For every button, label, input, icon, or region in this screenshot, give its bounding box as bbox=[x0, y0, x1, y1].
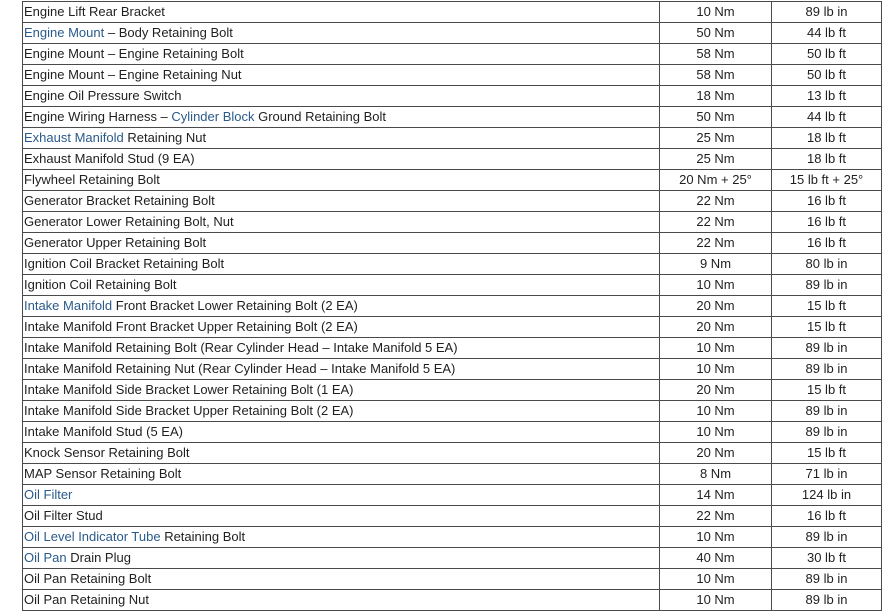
component-text: Ignition Coil Retaining Bolt bbox=[24, 277, 177, 292]
table-row bbox=[23, 44, 882, 65]
metric-torque-cell: 22 Nm bbox=[660, 506, 772, 527]
component-cell bbox=[23, 464, 660, 485]
metric-torque-cell: 10 Nm bbox=[660, 590, 772, 611]
component-text: Knock Sensor Retaining Bolt bbox=[24, 445, 190, 460]
imperial-torque-cell: 50 lb ft bbox=[772, 44, 882, 65]
component-cell bbox=[23, 443, 660, 464]
table-row bbox=[23, 380, 882, 401]
torque-specifications-table bbox=[22, 1, 882, 611]
metric-torque-cell: 9 Nm bbox=[660, 254, 772, 275]
metric-torque-cell: 20 Nm bbox=[660, 380, 772, 401]
component-cell bbox=[23, 128, 660, 149]
imperial-torque-cell: 18 lb ft bbox=[772, 149, 882, 170]
component-text: MAP Sensor Retaining Bolt bbox=[24, 466, 182, 481]
component-cell bbox=[23, 527, 660, 548]
metric-torque-cell: 10 Nm bbox=[660, 275, 772, 296]
imperial-torque-cell: 16 lb ft bbox=[772, 191, 882, 212]
component-text: Engine Oil Pressure Switch bbox=[24, 88, 182, 103]
metric-torque-cell: 50 Nm bbox=[660, 23, 772, 44]
component-link[interactable]: Cylinder Block bbox=[171, 109, 255, 124]
component-link[interactable]: Oil Filter bbox=[24, 487, 73, 502]
table-row bbox=[23, 212, 882, 233]
imperial-torque-cell: 89 lb in bbox=[772, 569, 882, 590]
component-text: Intake Manifold Retaining Bolt (Rear Cylinder Head – Intake Manifold 5 EA) bbox=[24, 340, 458, 355]
metric-torque-cell: 10 Nm bbox=[660, 359, 772, 380]
imperial-torque-cell: 44 lb ft bbox=[772, 107, 882, 128]
imperial-torque-cell: 16 lb ft bbox=[772, 212, 882, 233]
component-cell bbox=[23, 296, 660, 317]
table-row bbox=[23, 569, 882, 590]
metric-torque-cell: 25 Nm bbox=[660, 149, 772, 170]
table-row bbox=[23, 443, 882, 464]
imperial-torque-cell: 16 lb ft bbox=[772, 233, 882, 254]
table-row bbox=[23, 506, 882, 527]
table-row bbox=[23, 149, 882, 170]
imperial-torque-cell: 15 lb ft bbox=[772, 296, 882, 317]
torque-table-body bbox=[23, 2, 882, 611]
component-text: Generator Bracket Retaining Bolt bbox=[24, 193, 215, 208]
table-row bbox=[23, 590, 882, 611]
component-link[interactable]: Exhaust Manifold bbox=[24, 130, 124, 145]
component-text: Generator Upper Retaining Bolt bbox=[24, 235, 207, 250]
component-cell bbox=[23, 506, 660, 527]
component-text: Intake Manifold Retaining Nut (Rear Cylinder Head – Intake Manifold 5 EA) bbox=[24, 361, 456, 376]
component-text: Engine Lift Rear Bracket bbox=[24, 4, 165, 19]
component-cell bbox=[23, 401, 660, 422]
table-row bbox=[23, 317, 882, 338]
table-row bbox=[23, 338, 882, 359]
component-text: Retaining Bolt bbox=[160, 529, 246, 544]
component-text: Intake Manifold Side Bracket Upper Retaining Bolt (2 EA) bbox=[24, 403, 354, 418]
component-cell bbox=[23, 233, 660, 254]
imperial-torque-cell: 13 lb ft bbox=[772, 86, 882, 107]
component-text: Oil Filter Stud bbox=[24, 508, 103, 523]
component-link[interactable]: Oil Level Indicator Tube bbox=[24, 529, 161, 544]
component-text: Engine Mount – Engine Retaining Bolt bbox=[24, 46, 244, 61]
imperial-torque-cell: 89 lb in bbox=[772, 338, 882, 359]
metric-torque-cell: 58 Nm bbox=[660, 65, 772, 86]
table-row bbox=[23, 275, 882, 296]
component-text: Retaining Nut bbox=[123, 130, 207, 145]
component-cell bbox=[23, 338, 660, 359]
component-text: Flywheel Retaining Bolt bbox=[24, 172, 160, 187]
component-text: Front Bracket Lower Retaining Bolt (2 EA) bbox=[112, 298, 358, 313]
table-row bbox=[23, 527, 882, 548]
component-cell bbox=[23, 422, 660, 443]
imperial-torque-cell: 89 lb in bbox=[772, 590, 882, 611]
metric-torque-cell: 25 Nm bbox=[660, 128, 772, 149]
table-row bbox=[23, 422, 882, 443]
metric-torque-cell: 14 Nm bbox=[660, 485, 772, 506]
component-text: Generator Lower Retaining Bolt, Nut bbox=[24, 214, 234, 229]
metric-torque-cell: 10 Nm bbox=[660, 2, 772, 23]
table-row bbox=[23, 107, 882, 128]
table-row bbox=[23, 128, 882, 149]
component-text: Exhaust Manifold Stud (9 EA) bbox=[24, 151, 195, 166]
imperial-torque-cell: 15 lb ft bbox=[772, 380, 882, 401]
component-text: Oil Pan Retaining Bolt bbox=[24, 571, 152, 586]
metric-torque-cell: 10 Nm bbox=[660, 569, 772, 590]
metric-torque-cell: 22 Nm bbox=[660, 212, 772, 233]
component-cell bbox=[23, 23, 660, 44]
metric-torque-cell: 10 Nm bbox=[660, 401, 772, 422]
metric-torque-cell: 58 Nm bbox=[660, 44, 772, 65]
metric-torque-cell: 8 Nm bbox=[660, 464, 772, 485]
metric-torque-cell: 20 Nm bbox=[660, 296, 772, 317]
component-cell bbox=[23, 317, 660, 338]
table-row bbox=[23, 2, 882, 23]
component-cell bbox=[23, 44, 660, 65]
table-row bbox=[23, 170, 882, 191]
imperial-torque-cell: 89 lb in bbox=[772, 401, 882, 422]
component-cell bbox=[23, 548, 660, 569]
metric-torque-cell: 22 Nm bbox=[660, 191, 772, 212]
imperial-torque-cell: 89 lb in bbox=[772, 359, 882, 380]
component-cell bbox=[23, 212, 660, 233]
component-cell bbox=[23, 254, 660, 275]
component-cell bbox=[23, 86, 660, 107]
metric-torque-cell: 20 Nm bbox=[660, 443, 772, 464]
table-row bbox=[23, 65, 882, 86]
component-text: Intake Manifold Stud (5 EA) bbox=[24, 424, 183, 439]
component-cell bbox=[23, 485, 660, 506]
component-cell bbox=[23, 170, 660, 191]
table-row bbox=[23, 359, 882, 380]
imperial-torque-cell: 89 lb in bbox=[772, 422, 882, 443]
metric-torque-cell: 40 Nm bbox=[660, 548, 772, 569]
component-cell bbox=[23, 359, 660, 380]
imperial-torque-cell: 50 lb ft bbox=[772, 65, 882, 86]
component-cell bbox=[23, 107, 660, 128]
component-link[interactable]: Oil Pan bbox=[24, 550, 67, 565]
table-row bbox=[23, 254, 882, 275]
imperial-torque-cell: 30 lb ft bbox=[772, 548, 882, 569]
imperial-torque-cell: 124 lb in bbox=[772, 485, 882, 506]
component-text: Intake Manifold Side Bracket Lower Retaining Bolt (1 EA) bbox=[24, 382, 354, 397]
component-text: Drain Plug bbox=[66, 550, 131, 565]
component-link[interactable]: Engine Mount bbox=[24, 25, 105, 40]
component-text: Intake Manifold Front Bracket Upper Retaining Bolt (2 EA) bbox=[24, 319, 358, 334]
metric-torque-cell: 10 Nm bbox=[660, 422, 772, 443]
imperial-torque-cell: 44 lb ft bbox=[772, 23, 882, 44]
imperial-torque-cell: 16 lb ft bbox=[772, 506, 882, 527]
component-text: Oil Pan Retaining Nut bbox=[24, 592, 150, 607]
table-row bbox=[23, 86, 882, 107]
component-cell bbox=[23, 569, 660, 590]
table-row bbox=[23, 464, 882, 485]
component-text: Ignition Coil Bracket Retaining Bolt bbox=[24, 256, 225, 271]
component-cell bbox=[23, 590, 660, 611]
imperial-torque-cell: 89 lb in bbox=[772, 2, 882, 23]
table-row bbox=[23, 233, 882, 254]
imperial-torque-cell: 15 lb ft bbox=[772, 317, 882, 338]
component-text: Engine Mount – Engine Retaining Nut bbox=[24, 67, 242, 82]
table-row bbox=[23, 296, 882, 317]
metric-torque-cell: 10 Nm bbox=[660, 527, 772, 548]
metric-torque-cell: 18 Nm bbox=[660, 86, 772, 107]
component-cell bbox=[23, 65, 660, 86]
imperial-torque-cell: 15 lb ft bbox=[772, 443, 882, 464]
component-cell bbox=[23, 149, 660, 170]
imperial-torque-cell: 80 lb in bbox=[772, 254, 882, 275]
component-cell bbox=[23, 191, 660, 212]
metric-torque-cell: 20 Nm + 25° bbox=[660, 170, 772, 191]
metric-torque-cell: 50 Nm bbox=[660, 107, 772, 128]
imperial-torque-cell: 71 lb in bbox=[772, 464, 882, 485]
imperial-torque-cell: 18 lb ft bbox=[772, 128, 882, 149]
table-row bbox=[23, 191, 882, 212]
table-row bbox=[23, 23, 882, 44]
component-text: Ground Retaining Bolt bbox=[254, 109, 387, 124]
table-row bbox=[23, 548, 882, 569]
component-cell bbox=[23, 2, 660, 23]
component-cell bbox=[23, 275, 660, 296]
imperial-torque-cell: 15 lb ft + 25° bbox=[772, 170, 882, 191]
component-text: Engine Wiring Harness – bbox=[24, 109, 172, 124]
metric-torque-cell: 20 Nm bbox=[660, 317, 772, 338]
table-row bbox=[23, 485, 882, 506]
imperial-torque-cell: 89 lb in bbox=[772, 527, 882, 548]
component-cell bbox=[23, 380, 660, 401]
imperial-torque-cell: 89 lb in bbox=[772, 275, 882, 296]
component-link[interactable]: Intake Manifold bbox=[24, 298, 113, 313]
table-row bbox=[23, 401, 882, 422]
component-text: – Body Retaining Bolt bbox=[104, 25, 233, 40]
metric-torque-cell: 10 Nm bbox=[660, 338, 772, 359]
metric-torque-cell: 22 Nm bbox=[660, 233, 772, 254]
